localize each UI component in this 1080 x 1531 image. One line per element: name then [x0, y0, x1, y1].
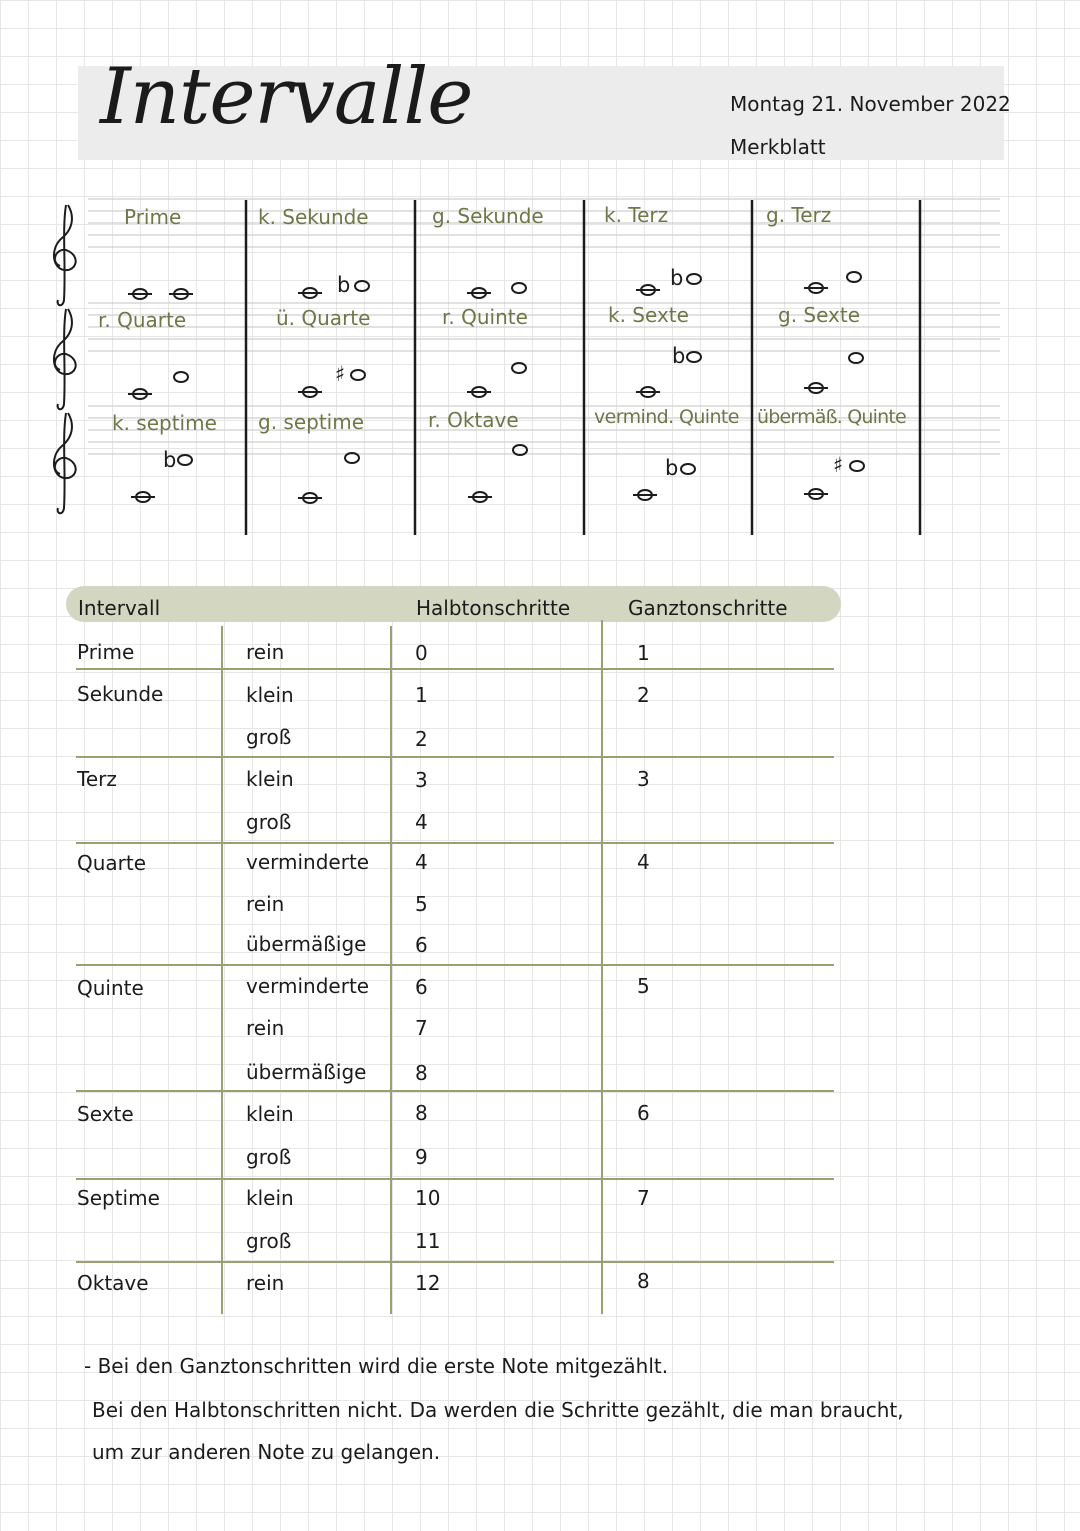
halftone-value: 4: [415, 810, 428, 834]
staff-label: g. Sekunde: [432, 204, 544, 228]
interval-name: Quarte: [77, 851, 147, 875]
table-row-line: [76, 1090, 834, 1092]
header-interval: Intervall: [78, 596, 161, 620]
halftone-value: 11: [415, 1229, 441, 1253]
interval-quality: rein: [246, 892, 285, 916]
sharp-sign: ♯: [335, 362, 346, 386]
halftone-value: 8: [415, 1061, 428, 1085]
interval-name: Terz: [77, 767, 117, 791]
wholetone-value: 3: [637, 767, 650, 791]
interval-quality: rein: [246, 640, 285, 664]
interval-name: Oktave: [77, 1271, 149, 1295]
staff-label: g. Terz: [766, 203, 832, 227]
note-line: um zur anderen Note zu gelangen.: [92, 1440, 441, 1464]
table-row-line: [76, 756, 834, 758]
interval-quality: groß: [246, 810, 292, 834]
subtitle-text: Merkblatt: [730, 135, 826, 159]
halftone-value: 12: [415, 1271, 441, 1295]
staff-label: r. Quarte: [98, 308, 187, 332]
page-title: Intervalle: [100, 52, 473, 142]
staff-label: r. Oktave: [428, 408, 519, 432]
staff-label: g. septime: [258, 410, 365, 434]
wholetone-value: 7: [637, 1186, 650, 1210]
staff-label: k. septime: [112, 411, 217, 435]
wholetone-value: 8: [637, 1269, 650, 1293]
staff-label: übermäß. Quinte: [757, 406, 906, 428]
staff-label: k. Terz: [604, 203, 669, 227]
wholetone-value: 5: [637, 974, 650, 998]
note-line: - Bei den Ganztonschritten wird die erste Note mitgezählt.: [84, 1354, 669, 1378]
staff-label: ü. Quarte: [276, 306, 371, 330]
halftone-value: 0: [415, 641, 428, 665]
interval-quality: übermäßige: [246, 1060, 367, 1084]
halftone-value: 3: [415, 768, 428, 792]
staff-label: Prime: [124, 205, 182, 229]
interval-name: Quinte: [77, 976, 144, 1000]
interval-name: Sekunde: [77, 682, 164, 706]
table-divider: [601, 620, 603, 1314]
interval-name: Sexte: [77, 1102, 134, 1126]
halftone-value: 10: [415, 1186, 441, 1210]
halftone-value: 5: [415, 892, 428, 916]
table-row-line: [76, 964, 834, 966]
interval-quality: rein: [246, 1271, 285, 1295]
interval-quality: groß: [246, 725, 292, 749]
date-text: Montag 21. November 2022: [730, 92, 1011, 116]
interval-quality: klein: [246, 1186, 294, 1210]
interval-staff-diagram: [0, 0, 1080, 540]
flat-sign: b: [672, 344, 686, 368]
header-halftones: Halbtonschritte: [416, 596, 571, 620]
staff-label: g. Sexte: [778, 303, 861, 327]
staff-label: k. Sekunde: [258, 205, 369, 229]
interval-quality: groß: [246, 1229, 292, 1253]
interval-quality: klein: [246, 683, 294, 707]
halftone-value: 6: [415, 975, 428, 999]
interval-quality: klein: [246, 767, 294, 791]
staff-label: r. Quinte: [442, 305, 528, 329]
interval-quality: rein: [246, 1016, 285, 1040]
interval-name: Prime: [77, 640, 135, 664]
halftone-value: 4: [415, 850, 428, 874]
halftone-value: 9: [415, 1145, 428, 1169]
wholetone-value: 1: [637, 641, 650, 665]
interval-quality: klein: [246, 1102, 294, 1126]
header-wholetones: Ganztonschritte: [628, 596, 788, 620]
flat-sign: b: [670, 266, 684, 290]
table-row-line: [76, 1261, 834, 1263]
sharp-sign: ♯: [833, 453, 844, 477]
flat-sign: b: [665, 456, 679, 480]
table-row-line: [76, 842, 834, 844]
wholetone-value: 4: [637, 850, 650, 874]
interval-quality: übermäßige: [246, 932, 367, 956]
interval-quality: groß: [246, 1145, 292, 1169]
interval-quality: verminderte: [246, 974, 370, 998]
wholetone-value: 2: [637, 683, 650, 707]
interval-quality: verminderte: [246, 850, 370, 874]
flat-sign: b: [337, 273, 351, 297]
table-row-line: [76, 1178, 834, 1180]
halftone-value: 1: [415, 683, 428, 707]
wholetone-value: 6: [637, 1101, 650, 1125]
halftone-value: 2: [415, 727, 428, 751]
treble-clef-icon: [54, 205, 76, 513]
halftone-value: 6: [415, 933, 428, 957]
staff-label: vermind. Quinte: [594, 406, 739, 428]
halftone-value: 7: [415, 1016, 428, 1040]
table-divider: [221, 626, 223, 1314]
flat-sign: b: [163, 448, 177, 472]
table-row-line: [76, 668, 834, 670]
interval-name: Septime: [77, 1186, 160, 1210]
halftone-value: 8: [415, 1101, 428, 1125]
table-divider: [390, 626, 392, 1314]
staff-label: k. Sexte: [608, 303, 689, 327]
note-line: Bei den Halbtonschritten nicht. Da werden die Schritte gezählt, die man braucht,: [92, 1398, 904, 1422]
